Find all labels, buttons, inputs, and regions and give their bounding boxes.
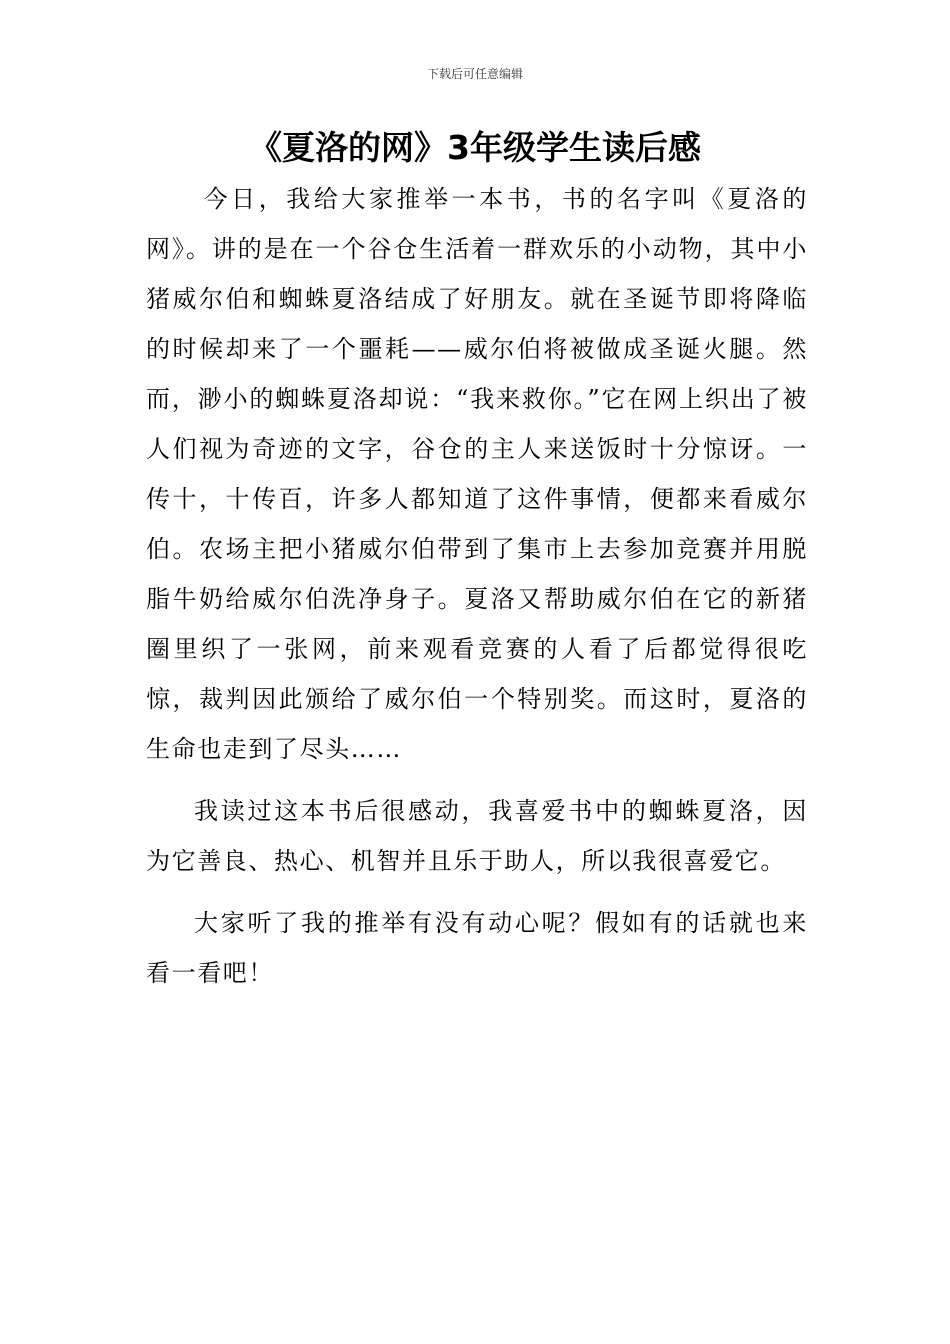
document-title: 《夏洛的网》3年级学生读后感 — [249, 128, 701, 167]
header-note: 下载后可任意编辑 — [426, 67, 523, 81]
paragraph-2: 我读过这本书后很感动，我喜爱书中的蜘蛛夏洛，因为它善良、热心、机智并且乐于助人，所以我很喜爱它。 — [146, 797, 808, 875]
document-body — [146, 174, 808, 998]
paragraph-3: 大家听了我的推举有没有动心呢？假如有的话就也来看一看吧！ — [146, 909, 808, 987]
paragraph-1: 今日，我给大家推举一本书，书的名字叫《夏洛的网》。讲的是在一个谷仓生活着一群欢乐的小动物，其中小猪威尔伯和蜘蛛夏洛结成了好朋友。就在圣诞节即将降临的时候却来了一个噩耗——威尔伯将被做成圣诞火腿。然而，渺小的蜘蛛夏洛却说：“我来救你。”它在网上织出了被人们视为奇迹的文字，谷仓的主人来送饭时十分惊讶。一传十，十传百，许多人都知道了这件事情，便都来看威尔伯。农场主把小猪威尔伯带到了集市上去参加竞赛并用脱脂牛奶给威尔伯洗净身子。夏洛又帮助威尔伯在它的新猪圈里织了一张网，前来观看竞赛的人看了后都觉得很吃惊，裁判因此颁给了威尔伯一个特别奖。而这时，夏洛的生命也走到了尽头…… — [146, 185, 808, 763]
